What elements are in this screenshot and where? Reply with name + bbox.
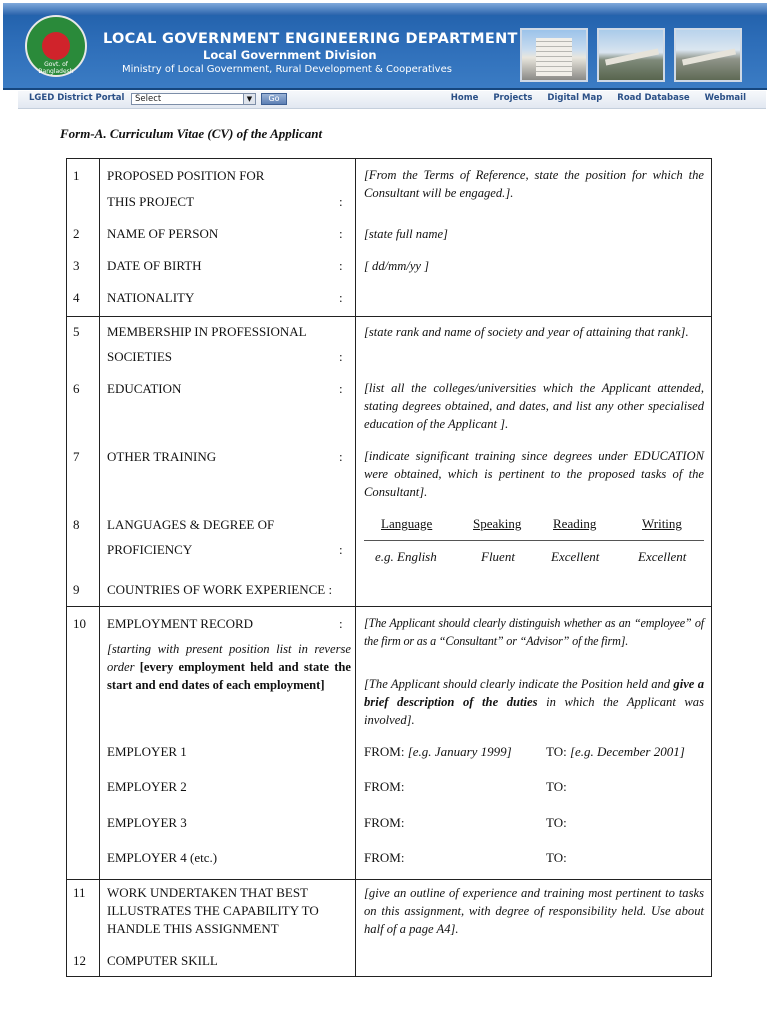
duties-note-a: [The Applicant should clearly indicate the Position held and [364, 677, 671, 691]
row-label: LANGUAGES & DEGREE OF [107, 517, 275, 532]
employment-instruction-bold: [every employment held and state the start and end dates of each employment] [107, 660, 351, 692]
language-header: Language [381, 516, 433, 531]
section-rule-2 [66, 606, 712, 607]
date-of-birth-field: [ dd/mm/yy ] [364, 259, 430, 273]
row-label: EDUCATION [107, 381, 182, 396]
employer-label: EMPLOYER 1 [107, 744, 187, 759]
duties-note-c: in which the Applicant was involved]. [364, 695, 704, 727]
from-label: FROM: [364, 815, 405, 830]
education-field: [list all the colleges/universities which the Applicant attended, stating degrees obtained, and dates, and list any other specialised education of the Applicant ]. [364, 381, 704, 431]
employer-from [364, 744, 512, 760]
employment-role-note: [The Applicant should clearly distinguish whether as an “employee” of the firm or as a “Consultant” or “Advisor” of the firm]. [364, 616, 704, 648]
value-divider-3 [355, 606, 356, 879]
row-number: 7 [73, 449, 80, 464]
employment-instruction [107, 640, 351, 694]
row-number: 5 [73, 324, 80, 339]
nav-link-road-database[interactable]: Road Database [617, 93, 690, 103]
value-divider-4 [355, 879, 356, 977]
from-label: FROM: [364, 744, 405, 759]
chevron-down-icon[interactable]: ▼ [243, 94, 255, 104]
employer-label: EMPLOYER 4 (etc.) [107, 850, 218, 865]
row-colon: : [339, 194, 343, 209]
to-label: TO: [546, 779, 567, 794]
row-number: 9 [73, 582, 80, 597]
employer-label: EMPLOYER 3 [107, 815, 187, 830]
site-ministry: Ministry of Local Government, Rural Development & Cooperatives [122, 64, 452, 75]
employer-label: EMPLOYER 2 [107, 779, 187, 794]
row-number: 12 [73, 953, 86, 968]
row-colon: : [339, 290, 343, 305]
nav-link-projects[interactable]: Projects [493, 93, 533, 103]
banner-top-stripe [3, 3, 767, 15]
government-seal-logo [25, 15, 87, 77]
row-number: 1 [73, 168, 80, 183]
from-label: FROM: [364, 850, 405, 865]
row-colon: : [339, 226, 343, 241]
nav-link-webmail[interactable]: Webmail [704, 93, 746, 103]
nav-bar [18, 91, 766, 109]
row-label: DATE OF BIRTH [107, 258, 202, 273]
district-select[interactable] [131, 93, 256, 105]
writing-header: Writing [642, 516, 682, 531]
portal-label: LGED District Portal [29, 93, 125, 103]
proposed-position-field: [From the Terms of Reference, state the position for which the Consultant will be engaged.]. [364, 168, 704, 200]
membership-field: [state rank and name of society and year of attaining that rank]. [364, 325, 689, 339]
employer-to [546, 744, 685, 760]
row-label: COMPUTER SKILL [107, 953, 218, 968]
road-photo [674, 28, 742, 82]
speaking-example: Fluent [481, 549, 515, 564]
row-label: NATIONALITY [107, 290, 195, 305]
row-number: 8 [73, 517, 80, 532]
nav-link-home[interactable]: Home [450, 93, 479, 103]
row-label: MEMBERSHIP IN PROFESSIONAL [107, 324, 307, 339]
row-colon: : [339, 349, 343, 364]
section-rule-3 [66, 879, 712, 880]
row-number: 10 [73, 616, 86, 631]
employment-duties-note [364, 675, 704, 729]
row-colon: : [339, 381, 343, 396]
value-divider-1 [355, 158, 356, 316]
row-label: OTHER TRAINING [107, 449, 217, 464]
other-training-field: [indicate significant training since degrees under EDUCATION were obtained, which is pertinent to the proposed tasks of the Consultant]. [364, 449, 704, 499]
row-label: WORK UNDERTAKEN THAT BEST [107, 885, 308, 900]
nav-link-digital-map[interactable]: Digital Map [547, 93, 603, 103]
value-divider-2 [355, 316, 356, 606]
row-number: 3 [73, 258, 80, 273]
building-shape [536, 38, 572, 76]
writing-example: Excellent [638, 549, 687, 564]
number-column-divider [99, 158, 100, 977]
reading-header: Reading [553, 516, 597, 531]
seal-text: Govt. of Bangladesh [38, 61, 74, 75]
work-undertaken-field: [give an outline of experience and training most pertinent to tasks on this assignment, with degree of responsibility held. Use about half of a page A4]. [364, 886, 704, 936]
to-value: [e.g. December 2001] [569, 744, 685, 759]
district-select-value: Select [135, 94, 162, 104]
building-photo [520, 28, 588, 82]
nav-links [439, 93, 746, 103]
row-label: NAME OF PERSON [107, 226, 219, 241]
row-label: HANDLE THIS ASSIGNMENT [107, 921, 279, 936]
bridge-road-shape [605, 48, 659, 65]
row-label: PROFICIENCY [107, 542, 193, 557]
name-field: [state full name] [364, 227, 448, 241]
form-title: Form-A. Curriculum Vitae (CV) of the Applicant [60, 126, 323, 141]
to-label: TO: [546, 850, 567, 865]
site-division: Local Government Division [203, 48, 377, 62]
road-shape [682, 48, 736, 65]
employment-instruction-italic: [starting with present position list in reverse order [107, 642, 351, 674]
row-number: 2 [73, 226, 80, 241]
row-number: 4 [73, 290, 80, 305]
row-number: 6 [73, 381, 80, 396]
row-colon: : [339, 258, 343, 273]
to-label: TO: [546, 744, 567, 759]
from-label: FROM: [364, 779, 405, 794]
duties-note-bold: give a brief description of the duties [364, 677, 704, 709]
row-colon: : [339, 542, 343, 557]
speaking-header: Speaking [473, 516, 522, 531]
from-value: [e.g. January 1999] [407, 744, 512, 759]
reading-example: Excellent [551, 549, 600, 564]
row-label: EMPLOYMENT RECORD [107, 616, 254, 631]
language-table-rule [364, 540, 704, 541]
row-colon: : [339, 449, 343, 464]
section-rule-1 [66, 316, 712, 317]
seal-red-disc [42, 32, 70, 60]
row-label: ILLUSTRATES THE CAPABILITY TO [107, 903, 319, 918]
language-example: e.g. English [375, 549, 437, 564]
row-label: COUNTRIES OF WORK EXPERIENCE : [107, 582, 333, 597]
site-title: LOCAL GOVERNMENT ENGINEERING DEPARTMENT [103, 31, 518, 47]
bridge-photo [597, 28, 665, 82]
row-label: SOCIETIES [107, 349, 172, 364]
header-banner [3, 3, 767, 90]
row-label: PROPOSED POSITION FOR [107, 168, 265, 183]
to-label: TO: [546, 815, 567, 830]
row-label: THIS PROJECT [107, 194, 195, 209]
row-number: 11 [73, 885, 86, 900]
row-colon: : [339, 616, 343, 631]
go-button[interactable]: Go [261, 93, 287, 105]
